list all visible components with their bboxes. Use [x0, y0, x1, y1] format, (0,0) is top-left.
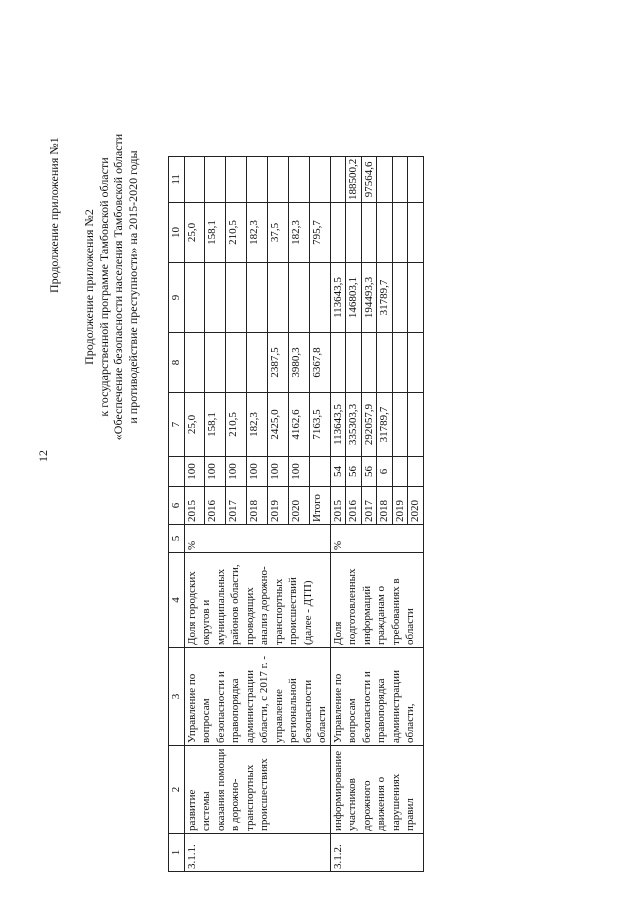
indicator-value-cell: 100 — [205, 457, 226, 487]
col-number: 3 — [169, 648, 185, 746]
year-cell: 2019 — [267, 487, 288, 525]
continuation-note: Продолжение приложения №1 — [47, 137, 61, 293]
local-cell: 158,1 — [205, 203, 226, 263]
row-unit: % — [330, 525, 423, 553]
federal-cell — [346, 333, 362, 393]
row-executor: Управление по вопросам безопасности и правопорядка администрации области, — [330, 648, 423, 746]
year-cell: 2020 — [408, 487, 424, 525]
regional-cell — [408, 263, 424, 333]
other-cell — [247, 156, 268, 202]
year-cell: 2015 — [330, 487, 346, 525]
total-cell: 31789,7 — [377, 393, 393, 457]
federal-cell — [330, 333, 346, 393]
regional-cell — [267, 263, 288, 333]
col-number: 7 — [169, 393, 185, 457]
other-cell — [330, 156, 346, 202]
total-cell: 158,1 — [205, 393, 226, 457]
row-code: 3.1.1. — [184, 834, 330, 872]
row-unit: % — [184, 525, 330, 553]
indicator-value-cell — [392, 457, 408, 487]
indicator-value-cell: 100 — [267, 457, 288, 487]
page-number: 12 — [36, 450, 50, 462]
other-cell — [408, 156, 424, 202]
regional-cell: 31789,7 — [377, 263, 393, 333]
total-cell — [408, 393, 424, 457]
header-line: Продолжение приложения №2 — [82, 209, 96, 365]
indicator-value-cell — [309, 457, 330, 487]
local-cell — [392, 203, 408, 263]
table-row — [184, 156, 205, 871]
federal-cell: 6367,8 — [309, 333, 330, 393]
total-cell: 335303,3 — [346, 393, 362, 457]
federal-cell: 3980,3 — [288, 333, 309, 393]
col-number: 9 — [169, 263, 185, 333]
other-cell — [267, 156, 288, 202]
other-cell — [377, 156, 393, 202]
indicator-value-cell: 100 — [247, 457, 268, 487]
year-cell: Итого — [309, 487, 330, 525]
indicator-value-cell — [408, 457, 424, 487]
column-number-row — [169, 156, 185, 871]
total-cell: 113643,5 — [330, 393, 346, 457]
total-cell: 182,3 — [247, 393, 268, 457]
regional-cell — [205, 263, 226, 333]
appendix-header — [82, 107, 140, 467]
other-cell — [309, 156, 330, 202]
header-line: «Обеспечение безопасности населения Тамбовской области — [111, 133, 125, 441]
year-cell: 2017 — [361, 487, 377, 525]
regional-cell — [288, 263, 309, 333]
other-cell: 188500,2 — [346, 156, 362, 202]
total-cell: 2425,0 — [267, 393, 288, 457]
federal-cell — [377, 333, 393, 393]
col-number: 5 — [169, 525, 185, 553]
local-cell: 795,7 — [309, 203, 330, 263]
year-cell: 2018 — [247, 487, 268, 525]
regional-cell — [226, 263, 247, 333]
header-line: и противодействие преступности» на 2015-2020 годы — [125, 150, 140, 424]
local-cell — [330, 203, 346, 263]
year-cell: 2016 — [346, 487, 362, 525]
local-cell — [408, 203, 424, 263]
regional-cell — [392, 263, 408, 333]
indicator-value-cell: 56 — [346, 457, 362, 487]
year-cell: 2018 — [377, 487, 393, 525]
federal-cell — [247, 333, 268, 393]
indicator-value-cell: 56 — [361, 457, 377, 487]
local-cell: 182,3 — [288, 203, 309, 263]
col-number: 10 — [169, 203, 185, 263]
col-number: 11 — [169, 156, 185, 202]
total-cell: 210,5 — [226, 393, 247, 457]
federal-cell — [392, 333, 408, 393]
total-cell: 25,0 — [184, 393, 205, 457]
year-cell: 2015 — [184, 487, 205, 525]
regional-cell — [184, 263, 205, 333]
local-cell — [377, 203, 393, 263]
other-cell — [226, 156, 247, 202]
col-number: 6 — [169, 487, 185, 525]
row-code: 3.1.2. — [330, 834, 423, 872]
federal-cell — [408, 333, 424, 393]
total-cell: 292057,9 — [361, 393, 377, 457]
other-cell — [205, 156, 226, 202]
year-cell: 2020 — [288, 487, 309, 525]
col-number: 1 — [169, 834, 185, 872]
local-cell: 25,0 — [184, 203, 205, 263]
federal-cell: 2387,5 — [267, 333, 288, 393]
local-cell: 210,5 — [226, 203, 247, 263]
col-number — [169, 457, 185, 487]
local-cell: 37,5 — [267, 203, 288, 263]
regional-cell: 113643,5 — [330, 263, 346, 333]
regional-cell — [247, 263, 268, 333]
total-cell: 7163,5 — [309, 393, 330, 457]
indicator-value-cell: 54 — [330, 457, 346, 487]
program-table — [168, 156, 424, 872]
row-indicator: Доля городских округов и муниципальных районов области, проводящих анализ дорожно-транспортных происшествий (далее - ДТП) — [184, 553, 330, 648]
year-cell: 2019 — [392, 487, 408, 525]
indicator-value-cell: 6 — [377, 457, 393, 487]
indicator-value-cell: 100 — [226, 457, 247, 487]
col-number: 4 — [169, 553, 185, 648]
regional-cell — [309, 263, 330, 333]
total-cell — [392, 393, 408, 457]
col-number: 8 — [169, 333, 185, 393]
other-cell: 97564,6 — [361, 156, 377, 202]
col-number: 2 — [169, 746, 185, 834]
header-line: к государственной программе Тамбовской области — [96, 157, 111, 417]
regional-cell: 146803,1 — [346, 263, 362, 333]
federal-cell — [205, 333, 226, 393]
local-cell: 182,3 — [247, 203, 268, 263]
indicator-value-cell: 100 — [288, 457, 309, 487]
table-row — [330, 156, 346, 871]
local-cell — [361, 203, 377, 263]
total-cell: 4162,6 — [288, 393, 309, 457]
other-cell — [184, 156, 205, 202]
year-cell: 2016 — [205, 487, 226, 525]
federal-cell — [184, 333, 205, 393]
federal-cell — [361, 333, 377, 393]
row-name: развитие системы оказания помощи в дорожно-транспортных происшествиях — [184, 746, 330, 834]
regional-cell: 194493,3 — [361, 263, 377, 333]
local-cell — [346, 203, 362, 263]
other-cell — [392, 156, 408, 202]
year-cell: 2017 — [226, 487, 247, 525]
row-indicator: Доля подготовленных информаций гражданам о требованиях в области — [330, 553, 423, 648]
federal-cell — [226, 333, 247, 393]
row-executor: Управление по вопросам безопасности и правопорядка администрации области, с 2017 г. - управление региональной безопасности области — [184, 648, 330, 746]
indicator-value-cell: 100 — [184, 457, 205, 487]
other-cell — [288, 156, 309, 202]
row-name: информирование участников дорожного движения о нарушениях правил — [330, 746, 423, 834]
